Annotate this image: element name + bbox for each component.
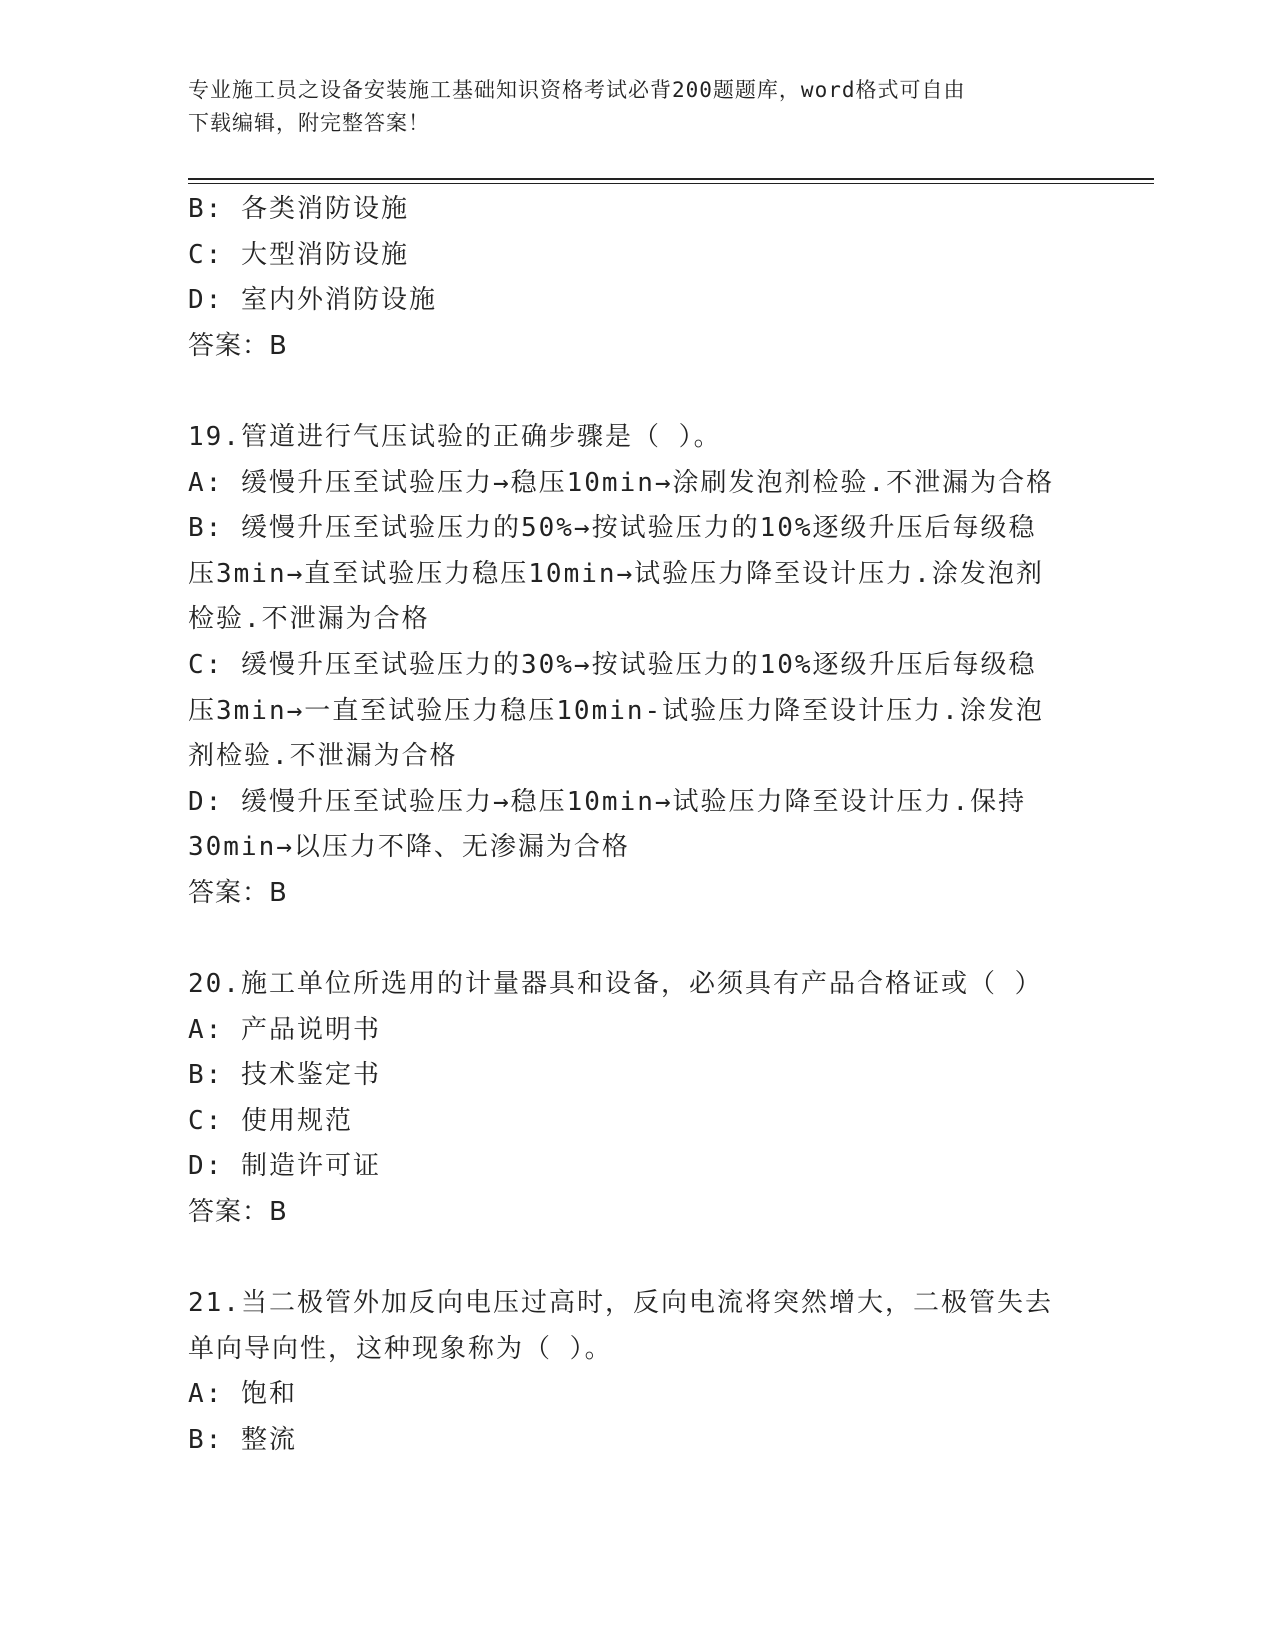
- q19-option-a: A: 缓慢升压至试验压力→稳压10min→涂刷发泡剂检验.不泄漏为合格: [188, 467, 1055, 498]
- q20-option-b: B: 技术鉴定书: [188, 1060, 381, 1091]
- q20-option-d: D: 制造许可证: [188, 1151, 381, 1182]
- q19-option-b-line1: B: 缓慢升压至试验压力的50%→按试验压力的10%逐级升压后每级稳: [188, 513, 1037, 544]
- q19-option-b-line3: 检验.不泄漏为合格: [188, 604, 430, 635]
- header-divider-thin: [188, 183, 1154, 184]
- header-line-2: 下载编辑，附完整答案！: [188, 111, 430, 135]
- question-21-block: [188, 1281, 1088, 1463]
- q20-answer: 答案：B: [188, 1197, 288, 1228]
- q21-option-b: B: 整流: [188, 1425, 297, 1456]
- header-divider-thick: [188, 178, 1154, 180]
- document-header: [188, 74, 1068, 140]
- q20-option-c: C: 使用规范: [188, 1105, 353, 1136]
- q18-option-b: B: 各类消防设施: [188, 194, 409, 224]
- q19-option-b-line2: 压3min→直至试验压力稳压10min→试验压力降至设计压力.涂发泡剂: [188, 558, 1044, 589]
- q20-option-a: A: 产品说明书: [188, 1014, 381, 1045]
- q18-option-c: C: 大型消防设施: [188, 239, 409, 270]
- q19-stem: 19.管道进行气压试验的正确步骤是（ ）。: [188, 421, 722, 452]
- q21-stem-line1: 21.当二极管外加反向电压过高时，反向电流将突然增大，二极管失去: [188, 1288, 1053, 1319]
- q19-option-c-line1: C: 缓慢升压至试验压力的30%→按试验压力的10%逐级升压后每级稳: [188, 649, 1037, 680]
- q20-stem: 20.施工单位所选用的计量器具和设备，必须具有产品合格证或（ ）: [188, 969, 1043, 1000]
- question-19-block: [188, 415, 1088, 917]
- q18-option-d: D: 室内外消防设施: [188, 285, 437, 316]
- q19-option-d-line2: 30min→以压力不降、无渗漏为合格: [188, 832, 630, 863]
- q19-option-c-line2: 压3min→一直至试验压力稳压10min-试验压力降至设计压力.涂发泡: [188, 695, 1044, 726]
- q19-answer: 答案：B: [188, 877, 288, 908]
- question-18-block: [188, 187, 1088, 369]
- q19-option-d-line1: D: 缓慢升压至试验压力→稳压10min→试验压力降至设计压力.保持: [188, 786, 1027, 817]
- q21-option-a: A: 饱和: [188, 1379, 297, 1410]
- q18-answer: 答案：B: [188, 330, 288, 361]
- q19-option-c-line3: 剂检验.不泄漏为合格: [188, 741, 458, 772]
- q21-stem-line2: 单向导向性，这种现象称为（ ）。: [188, 1333, 613, 1364]
- document-body: [188, 187, 1088, 1464]
- question-20-block: [188, 962, 1088, 1236]
- header-line-1: 专业施工员之设备安装施工基础知识资格考试必背200题题库，word格式可自由: [188, 78, 966, 102]
